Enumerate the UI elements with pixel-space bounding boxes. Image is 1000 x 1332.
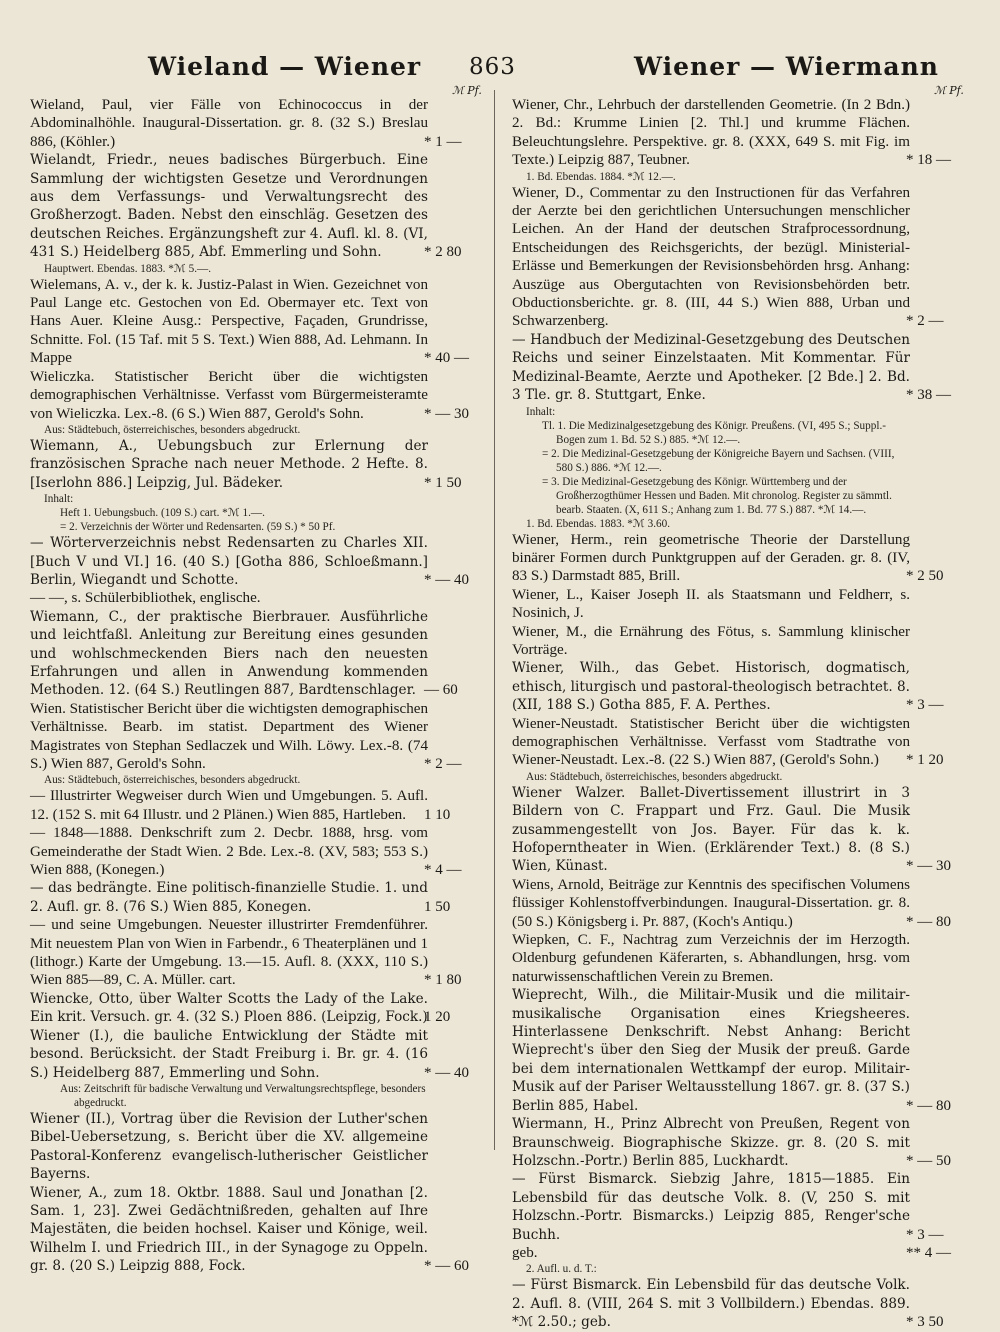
catalog-entry xyxy=(512,659,964,714)
entry-text: Wieland, Paul, vier Fälle von Echinococcus in der Abdominalhöhle. Inaugural-Dissertation. gr. 8. (32 S.) Breslau 886, (Köhler.) xyxy=(30,97,428,150)
catalog-entry xyxy=(30,879,482,916)
catalog-entry xyxy=(30,990,482,1027)
entry-text: Wiermann, H., Prinz Albrecht von Preußen, Regent von Braunschweig. Biographische Skizze. gr. 8. (20 S. mit Holzschn.-Portr.) Berlin 885, Luckhardt. xyxy=(512,1116,910,1169)
entry-price: 1 50 xyxy=(424,898,451,915)
entry-price: * 18 — xyxy=(906,152,951,169)
catalog-entry xyxy=(512,1115,964,1170)
entry-note: Aus: Städtebuch, österreichisches, besonders abgedruckt. xyxy=(44,423,301,436)
entry-text: — 1848—1888. Denkschrift zum 2. Decbr. 1888, hrsg. vom Gemeinderathe der Stadt Wien. 2 Bde. Lex.-8. (XV, 583; 553 S.) Wien 888, (Konegen.) xyxy=(30,825,428,879)
entry-note: Tl. 1. Die Medizinalgesetzgebung des Königr. Preußens. (VI, 495 S.; Suppl.-Bogen zum 1. Bd. 52 S.) 885. *ℳ 12.—. xyxy=(542,419,886,446)
catalog-entry xyxy=(512,784,964,876)
catalog-entry xyxy=(512,623,964,660)
catalog-entry xyxy=(30,916,482,990)
entry-text: — das bedrängte. Eine politisch-finanzielle Studie. 1. und 2. Aufl. gr. 8. (76 S.) Wien 885, Konegen. xyxy=(30,880,428,915)
entry-price: * — 80 xyxy=(906,913,951,930)
entry-text: — Illustrirter Wegweiser durch Wien und Umgebungen. 5. Aufl. 12. (152 S. mit 64 Illustr. und 2 Plänen.) Wien 885, Hartleben. xyxy=(30,788,428,823)
catalog-entry xyxy=(512,931,964,986)
catalog-entry xyxy=(30,534,482,589)
catalog-entry xyxy=(512,876,964,931)
right-column xyxy=(512,96,964,1332)
catalog-entry xyxy=(30,787,482,824)
entry-price: 1 10 xyxy=(424,806,451,823)
catalog-entry xyxy=(30,151,482,261)
catalog-entry xyxy=(30,700,482,774)
catalog-entry xyxy=(512,1244,964,1262)
entry-text: Wiens, Arnold, Beiträge zur Kenntnis des specifischen Volumens flüssiger Kohlenstoffverbindungen. Inaugural-Dissertation. gr. 8. (50 S.) Königsberg i. Pr. 887, (Koch's Antiqu.) xyxy=(512,876,910,930)
catalog-entry xyxy=(512,331,964,405)
catalog-entry xyxy=(512,586,964,623)
entry-text: Wiener Walzer. Ballet-Divertissement illustrirt in 3 Bildern von C. Frappart und Frz. Gaul. Die Musik zusammengestellt von Jos. Bayer. Für das k. k. Hofoperntheater in Wien. (Erklärender Text.) 8. (8 S.) Wien, Künast. xyxy=(512,784,910,875)
entry-text: — —, s. Schülerbibliothek, englische. xyxy=(30,590,261,607)
column-divider xyxy=(494,90,495,1150)
entry-price: * 2 80 xyxy=(424,244,462,261)
entry-price: * — 40 xyxy=(424,1064,469,1081)
entry-price: * 2 50 xyxy=(906,568,944,585)
entry-price: * 3 — xyxy=(906,1226,944,1243)
entry-price: * — 60 xyxy=(424,1258,469,1275)
entry-text: Wiener, M., die Ernährung des Fötus, s. Sammlung klinischer Vorträge. xyxy=(512,623,910,658)
entry-text: Wiepken, C. F., Nachtrag zum Verzeichnis der im Herzogth. Oldenburg gefundenen Käferarten, s. Abhandlungen, hrsg. vom naturwissenschaftlichen Verein zu Bremen. xyxy=(512,932,910,985)
running-head-right: Wiener — Wiermann xyxy=(634,52,939,81)
entry-text: Wien. Statistischer Bericht über die wichtigsten demographischen Verhältnisse. Bearb. im statist. Department des Wiener Magistrates von Stephan Sedlaczek und Wilh. Löwy. Lex.-8. (74 S.) Wien 887, Gerold's Sohn. xyxy=(30,700,429,772)
catalog-entry xyxy=(512,1170,964,1244)
entry-price: ** 4 — xyxy=(906,1244,951,1261)
catalog-entry xyxy=(512,96,964,170)
entry-note: Inhalt: xyxy=(44,493,74,506)
entry-text: Wiener-Neustadt. Statistischer Bericht über die wichtigsten demographischen Verhältnisse. Verfasst vom Stadtrathe von Wiener-Neustadt. Lex.-8. (22 S.) Wien 887, (Gerold's Sohn.) xyxy=(512,715,910,769)
entry-text: Wiemann, C., der praktische Bierbrauer. Ausführliche und leichtfaßl. Anleitung zur Bereitung eines gesunden und wohlschmeckenden Biers nach den neuesten Erfahrungen und allen in Anwendung kommenden Methoden. 12. (64 S.) Reutlingen 887, Bardtenschlager. xyxy=(30,608,428,699)
entry-price: * — 80 xyxy=(906,1097,951,1114)
page-number: 863 xyxy=(469,54,516,80)
entry-price: * 2 — xyxy=(906,313,944,330)
page-header xyxy=(0,52,1000,86)
entry-note: = 3. Die Medizinal-Gesetzgebung des Königr. Württemberg und der Großherzogthümer Hessen und Baden. Mit chronolog. Register zu sämmtl. bearb. Staaten. (X, 611 S.; Anhang zum 1. Bd. 77 S.) 887. *ℳ 14.—. xyxy=(542,475,892,516)
catalog-entry xyxy=(30,437,482,492)
entry-price: * — 40 xyxy=(424,571,469,588)
entry-note: Aus: Zeitschrift für badische Verwaltung und Verwaltungsrechtspflege, besonders abgedruckt. xyxy=(60,1082,426,1109)
entry-text: — Wörterverzeichnis nebst Redensarten zu Charles XII. [Buch V und VI.] 16. (40 S.) [Gotha 886, Schloeßmann.] Berlin, Wiegandt und Schotte. xyxy=(30,535,428,588)
entry-text: Wiener, L., Kaiser Joseph II. als Staatsmann und Feldherr, s. Nosinich, J. xyxy=(512,586,910,622)
entry-text: Wiener, Herm., rein geometrische Theorie der Darstellung binärer Formen durch Punktgruppen auf der Geraden. gr. 8. (IV, 83 S.) Darmstadt 885, Brill. xyxy=(512,531,910,585)
entry-price: 1 20 xyxy=(424,1009,451,1026)
entry-note: Aus: Städtebuch, österreichisches, besonders abgedruckt. xyxy=(44,774,301,787)
entry-text: Wiener, A., zum 18. Oktbr. 1888. Saul und Jonathan [2. Sam. 1, 23]. Zwei Gedächtnißreden, gehalten auf Ihre Majestäten, die beiden hochsel. Kaiser und Könige, weil. Wilhelm I. und Friedrich III., in der Synagoge zu Oppeln. gr. 8. (20 S.) Leipzig 888, Fock. xyxy=(30,1184,428,1275)
entry-note: Inhalt: xyxy=(526,405,556,418)
catalog-entry xyxy=(30,1184,482,1276)
entry-price: * — 30 xyxy=(906,858,951,875)
catalog-entry xyxy=(30,1110,482,1184)
entry-text: — Handbuch der Medizinal-Gesetzgebung des Deutschen Reichs und seiner Einzelstaaten. Mit Kommentar. Für Medizinal-Beamte, Aerzte und Apotheker. [2 Bde.] 2. Bd. 3 Tle. gr. 8. Stuttgart, Enke. xyxy=(512,331,910,404)
catalog-entry xyxy=(30,276,482,368)
running-head-left: Wieland — Wiener xyxy=(148,52,422,81)
entry-note: = 2. Die Medizinal-Gesetzgebung der Königreiche Bayern und Sachsen. (VIII, 580 S.) 886. *ℳ 12.—. xyxy=(542,447,895,474)
left-column xyxy=(30,96,482,1276)
entry-text: Wiener (II.), Vortrag über die Revision der Luther'schen Bibel-Uebersetzung, s. Bericht über die XV. allgemeine Pastoral-Konferenz evangelisch-lutherischer Geistlicher Bayerns. xyxy=(30,1110,428,1183)
entry-note: 1. Bd. Ebendas. 1883. *ℳ 3.60. xyxy=(526,517,671,530)
catalog-entry xyxy=(512,715,964,770)
entry-price: * 38 — xyxy=(906,387,951,404)
entry-price: * 1 50 xyxy=(424,474,462,491)
entry-text: Wiener (I.), die bauliche Entwicklung der Städte mit besond. Berücksicht. der Stadt Freiburg i. Br. gr. 4. (16 S.) Heidelberg 887, Emmerling und Sohn. xyxy=(30,1027,428,1081)
entry-price: * 1 80 xyxy=(424,972,462,989)
entry-text: Wiener, D., Commentar zu den Instructionen für das Verfahren der Aerzte bei den gerichtlichen Untersuchungen menschlicher Leichen. An der Hand der deutschen Strafprocessordnung, Entscheidungen des Reichsgerichts, der bezügl. Ministerial-Erlässe und Bemerkungen der Revisionsbehörden hrsg. Anhang: Auszüge aus Obergutachten von Revisionsbehörden betr. Obductionsberichte. gr. 8. (III, 44 S.) Wien 888, Urban und Schwarzenberg. xyxy=(512,184,910,330)
entry-text: — Fürst Bismarck. Ein Lebensbild für das deutsche Volk. 2. Aufl. 8. (VIII, 264 S. mit 3 Vollbildern.) Ebendas. 889. *ℳ 2.50.; geb. xyxy=(512,1277,910,1331)
price-unit-label-right: ℳ Pf. xyxy=(934,84,964,97)
catalog-entry xyxy=(512,184,964,331)
entry-text: Wiemann, A., Uebungsbuch zur Erlernung der französischen Sprache nach neuer Methode. 2 Hefte. 8. [Iserlohn 886.] Leipzig, Jul. Bädeker. xyxy=(30,437,428,491)
entry-text: Wielemans, A. v., der k. k. Justiz-Palast in Wien. Gezeichnet von Paul Lange etc. Gestochen von Ed. Obermayer etc. Text von Hans Auer. Kleine Ausg.: Perspective, Façaden, Grundrisse, Schnitte. Fol. (15 Taf. mit 5 S. Text.) Wien 888, Ad. Lehmann. In Mappe xyxy=(30,276,428,367)
catalog-entry xyxy=(30,1027,482,1082)
catalog-entry xyxy=(30,96,482,151)
price-unit-label-left: ℳ Pf. xyxy=(452,84,482,97)
catalog-entry xyxy=(30,824,482,879)
entry-text: — Fürst Bismarck. Siebzig Jahre, 1815—1885. Ein Lebensbild für das deutsche Volk. 8. (V, 250 S. mit Holzschn.-Portr. Bismarcks.) Leipzig 885, Renger'sche Buchh. xyxy=(512,1171,910,1243)
entry-text: Wiener, Chr., Lehrbuch der darstellenden Geometrie. (In 2 Bdn.) 2. Bd.: Krumme Linien [2. Thl.] und krumme Flächen. Beleuchtungslehre. Perspektive. gr. 8. (XXX, 649 S. mit Fig. im Texte.) Leipzig 887, Teubner. xyxy=(512,97,910,169)
entry-note: 1. Bd. Ebendas. 1884. *ℳ 12.—. xyxy=(526,170,676,183)
entry-price: * 4 — xyxy=(424,862,462,879)
entry-price: * 1 20 xyxy=(906,752,944,769)
entry-note: = 2. Verzeichnis der Wörter und Redensarten. (59 S.) * 50 Pf. xyxy=(60,521,336,534)
entry-note: Heft 1. Uebungsbuch. (109 S.) cart. *ℳ 1.—. xyxy=(60,507,265,520)
entry-price: * 1 — xyxy=(424,133,462,150)
entry-text: Wiener, Wilh., das Gebet. Historisch, dogmatisch, ethisch, liturgisch und pastoral-theologisch betrachtet. 8. (XII, 188 S.) Gotha 885, F. A. Perthes. xyxy=(512,660,910,714)
entry-price: * 2 — xyxy=(424,756,462,772)
entry-price: * 3 50 xyxy=(906,1314,944,1331)
entry-price: — 60 xyxy=(424,682,458,699)
entry-text: Wieliczka. Statistischer Bericht über die wichtigsten demographischen Verhältnisse. Verfasst vom Bürgermeisteramte von Wieliczka. Lex.-8. (6 S.) Wien 887, Gerold's Sohn. xyxy=(30,368,428,422)
entry-price: * — 50 xyxy=(906,1152,951,1169)
entry-price: * 3 — xyxy=(906,697,944,714)
entry-price: * — 30 xyxy=(424,405,469,422)
entry-text: Wiencke, Otto, über Walter Scotts the Lady of the Lake. Ein krit. Versuch. gr. 4. (32 S.) Ploen 886. (Leipzig, Fock.) xyxy=(30,990,428,1026)
catalog-entry xyxy=(30,368,482,423)
entry-price: * 40 — xyxy=(424,350,469,367)
catalog-entry xyxy=(30,608,482,700)
entry-text: geb. xyxy=(512,1244,538,1261)
entry-text: Wielandt, Friedr., neues badisches Bürgerbuch. Eine Sammlung der wichtigsten Gesetze und Verordnungen aus dem Verfassungs- und Verwaltungsrecht des Großherzogt. Baden. Nebst den einschläg. Gesetzen des deutschen Reiches. Ergänzungsheft zur 4. Aufl. kl. 8. (VI, 431 S.) Heidelberg 885, Abf. Emmerling und Sohn. xyxy=(30,152,428,261)
catalog-entry xyxy=(512,1276,964,1331)
catalog-entry xyxy=(30,589,482,607)
entry-note: Aus: Städtebuch, österreichisches, besonders abgedruckt. xyxy=(526,770,783,783)
entry-note: 2. Aufl. u. d. T.: xyxy=(526,1263,597,1276)
catalog-entry xyxy=(512,986,964,1115)
catalog-entry xyxy=(512,531,964,586)
entry-text: Wieprecht, Wilh., die Militair-Musik und die militair-musikalische Organisation eines Kriegsheeres. Hinterlassene Denkschrift. Nebst Anhang: Bericht Wieprecht's über den Sieg der Musik der preuß. Garde bei dem internationalen Wettkampf der europ. Militair-Musik auf der Pariser Weltausstellung 1867. gr. 8. (37 S.) Berlin 885, Habel. xyxy=(512,987,910,1114)
entry-text: — und seine Umgebungen. Neuester illustrirter Fremdenführer. Mit neuestem Plan von Wien in Farbendr., 6 Theaterplänen und 1 (lithogr.) Karte der Umgebung. 13.—15. Aufl. 8. (XXX, 110 S.) Wien 885—89, C. A. Müller. cart. xyxy=(30,917,428,989)
entry-note: Hauptwert. Ebendas. 1883. *ℳ 5.—. xyxy=(44,262,212,275)
